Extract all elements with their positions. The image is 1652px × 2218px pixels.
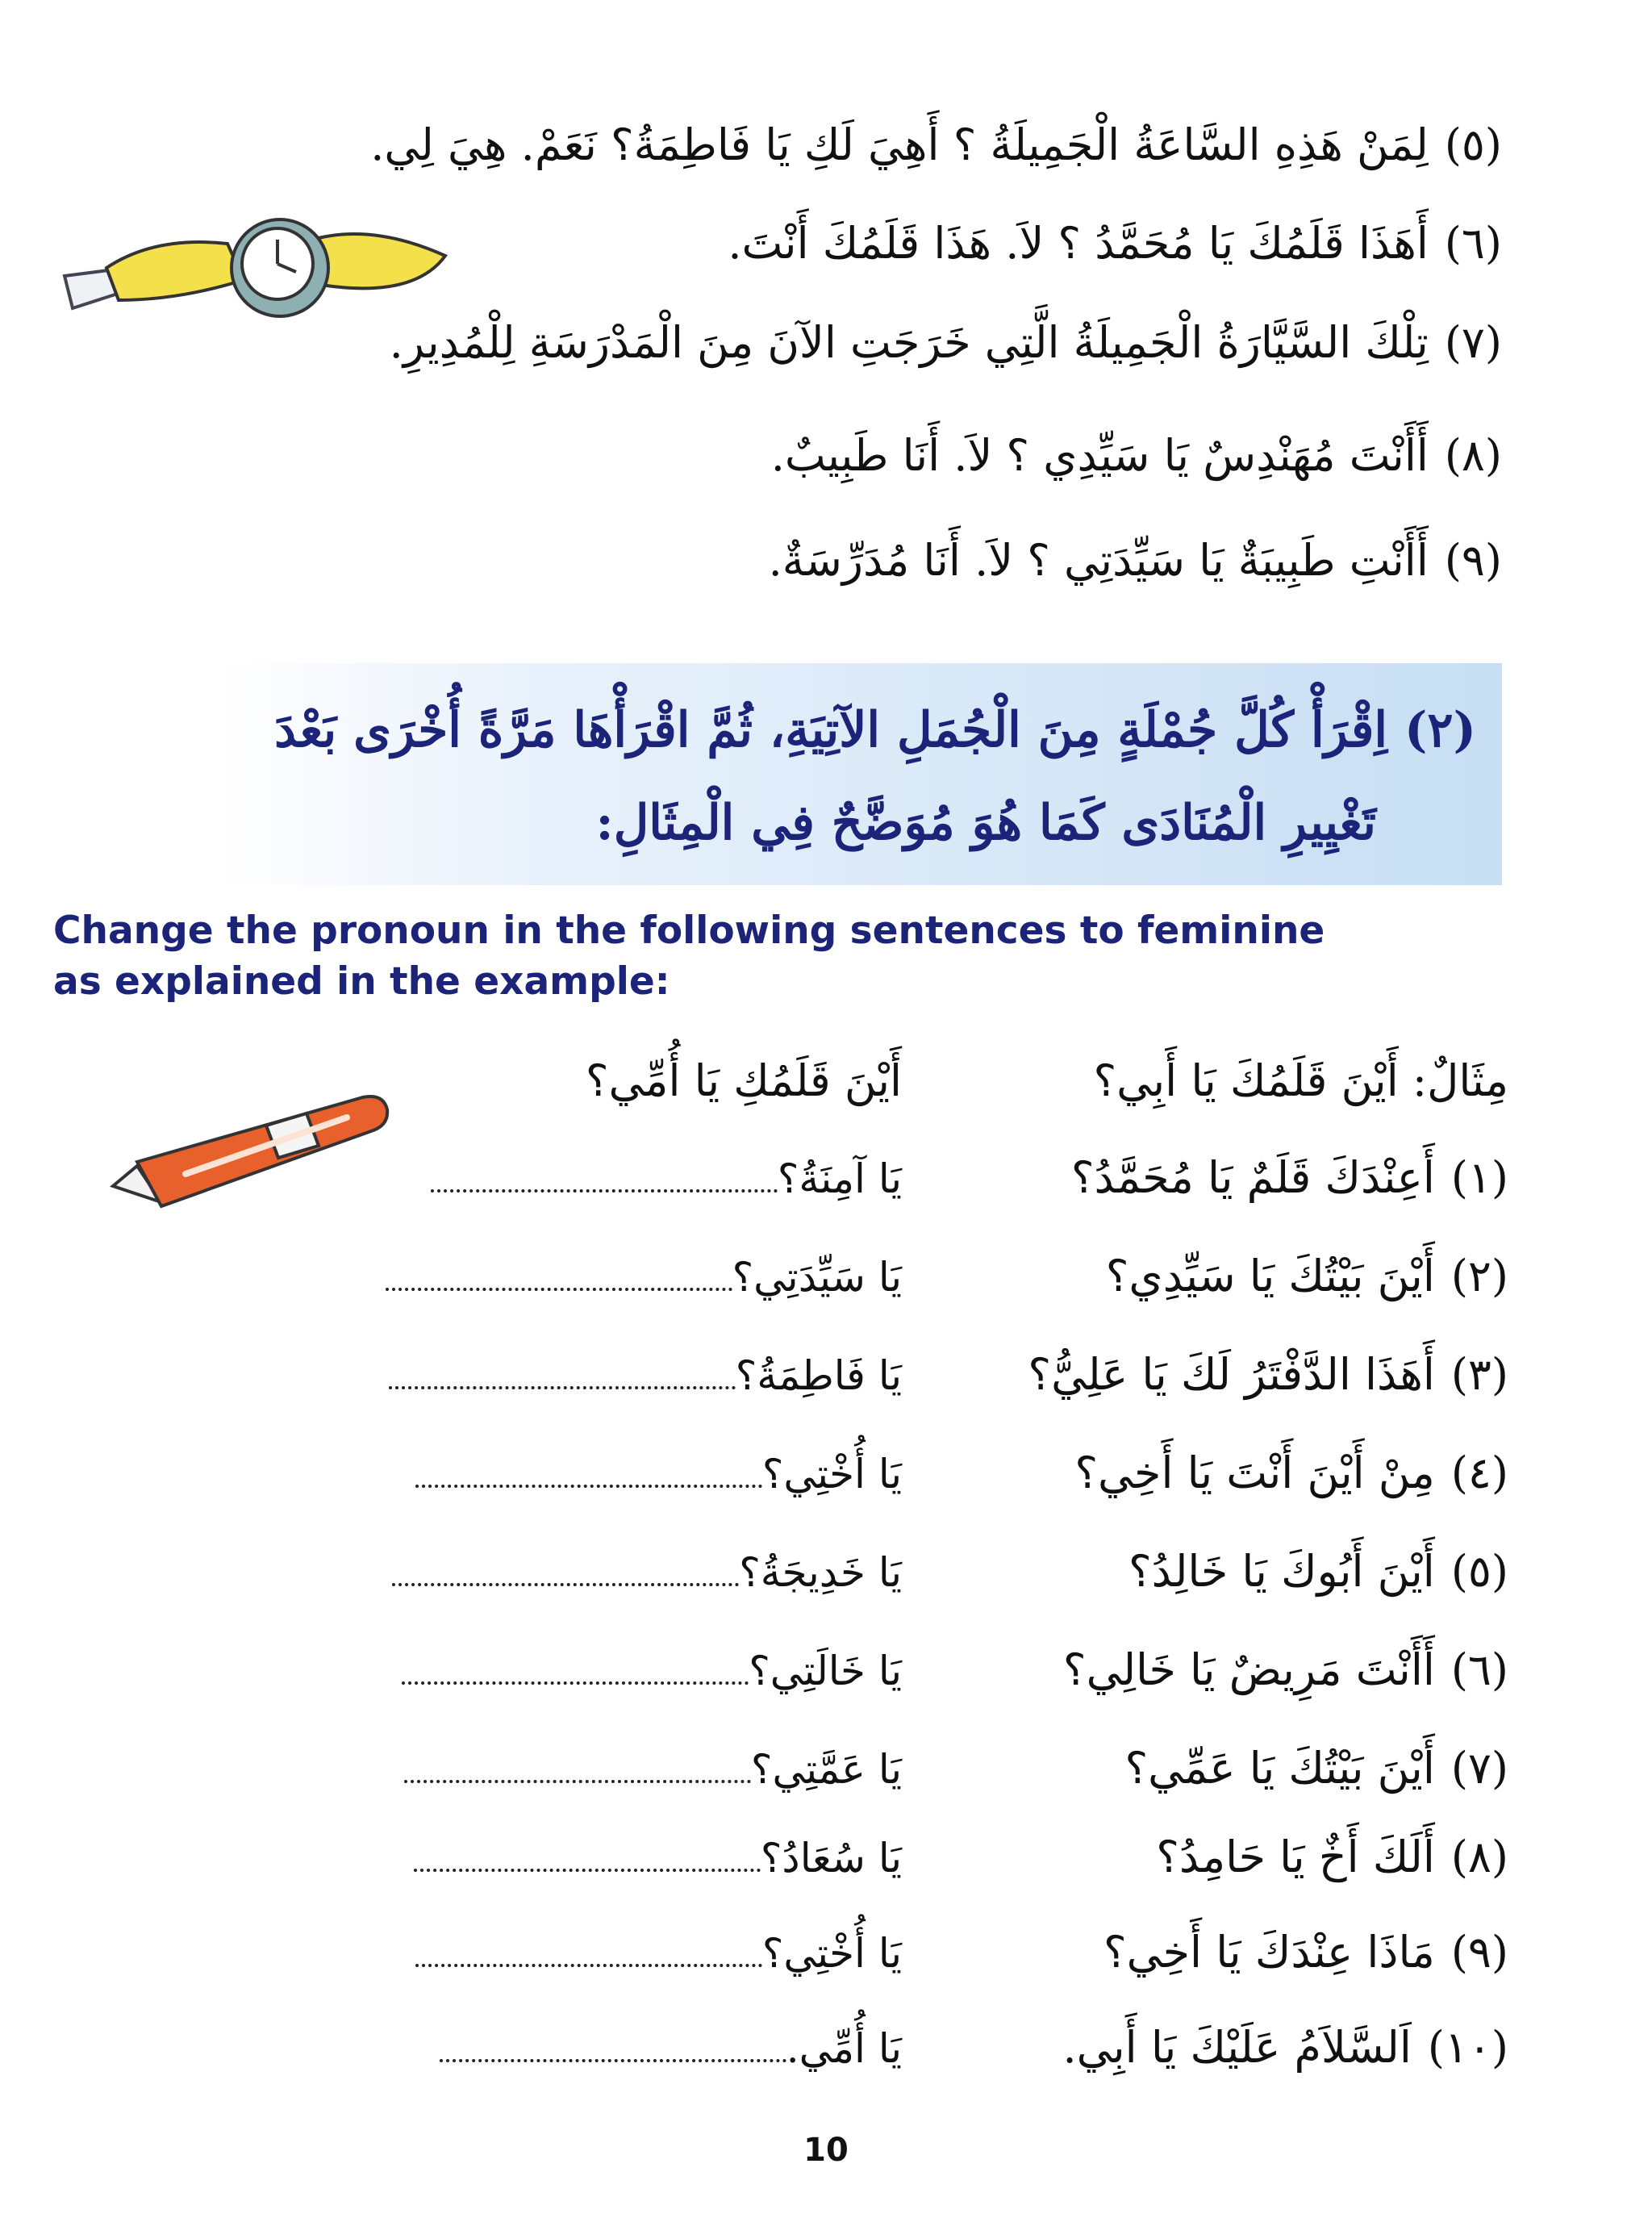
answer-4[interactable]: يَا أُخْتِي؟ (415, 1446, 902, 1502)
exercise-1: (١)أَعِنْدَكَ قَلَمٌ يَا مُحَمَّدُ؟ (1070, 1152, 1508, 1203)
answer-blank[interactable] (440, 2024, 786, 2062)
pen-illustration (105, 1081, 403, 1218)
answer-blank[interactable] (415, 1449, 762, 1488)
exercise-10: (١٠)اَلسَّلاَمُ عَلَيْكَ يَا أَبِي. (1062, 2022, 1508, 2073)
instruction-line-2: تَغْيِيرِ الْمُنَادَى كَمَا هُوَ مُوَضَّحٌ فِي الْمِثَالِ: (595, 795, 1376, 851)
answer-blank[interactable] (386, 1252, 732, 1291)
exercise-8: (٨)أَلَكَ أَخٌ يَا حَامِدُ؟ (1156, 1832, 1508, 1882)
english-instruction: Change the pronoun in the following sentences to feminine as explained in the example: (53, 909, 1325, 1004)
sentence-6: (٦)أَهَذَا قَلَمُكَ يَا مُحَمَّدُ ؟ لاَ. هَذَا قَلَمُكَ أَنْتَ. (728, 218, 1502, 269)
answer-blank[interactable] (404, 1744, 751, 1783)
answer-8[interactable]: يَا سُعَادُ؟ (414, 1830, 902, 1886)
answer-blank[interactable] (414, 1833, 761, 1872)
sentence-7: (٧)تِلْكَ السَّيَّارَةُ الْجَمِيلَةُ الَّتِي خَرَجَتِ الآنَ مِنَ الْمَدْرَسَةِ لِلْمُدِيرِ. (389, 317, 1502, 368)
answer-3[interactable]: يَا فَاطِمَةُ؟ (389, 1347, 902, 1404)
sentence-8: (٨)أَأَنْتَ مُهَنْدِسٌ يَا سَيِّدِي ؟ لاَ. أَنَا طَبِيبٌ. (770, 430, 1502, 481)
exercise-9: (٩)مَاذَا عِنْدَكَ يَا أَخِي؟ (1103, 1927, 1508, 1978)
exercise-5: (٥)أَيْنَ أَبُوكَ يَا خَالِدُ؟ (1128, 1546, 1508, 1597)
sentence-9: (٩)أَأَنْتِ طَبِيبَةٌ يَا سَيِّدَتِي ؟ لاَ. أَنَا مُدَرِّسَةٌ. (768, 535, 1502, 586)
answer-7[interactable]: يَا عَمَّتِي؟ (404, 1741, 902, 1798)
answer-2[interactable]: يَا سَيِّدَتِي؟ (386, 1249, 902, 1305)
answer-9[interactable]: يَا أُخْتِي؟ (415, 1925, 902, 1982)
page-number: 10 (803, 2132, 849, 2169)
answer-blank[interactable] (392, 1548, 739, 1586)
answer-10[interactable]: يَا أُمِّي. (440, 2020, 902, 2077)
exercise-6: (٦)أَأَنْتَ مَرِيضٌ يَا خَالِي؟ (1062, 1644, 1508, 1695)
answer-1[interactable]: يَا آمِنَةُ؟ (431, 1151, 902, 1207)
wristwatch-illustration (58, 211, 453, 340)
exercise-2: (٢)أَيْنَ بَيْتُكَ يَا سَيِّدِي؟ (1105, 1251, 1508, 1301)
example-answer: أَيْنَ قَلَمُكِ يَا أُمِّي؟ (585, 1055, 902, 1106)
answer-blank[interactable] (415, 1928, 762, 1967)
answer-6[interactable]: يَا خَالَتِي؟ (402, 1643, 902, 1699)
sentence-5: (٥)لِمَنْ هَذِهِ السَّاعَةُ الْجَمِيلَةُ ؟ أَهِيَ لَكِ يَا فَاطِمَةُ؟ نَعَمْ. هِيَ لِي. (370, 119, 1502, 170)
example-question: مِثَالٌ: أَيْنَ قَلَمُكَ يَا أَبِي؟ (1093, 1055, 1508, 1106)
instruction-line-1: (٢) اِقْرَأْ كُلَّ جُمْلَةٍ مِنَ الْجُمَلِ الآتِيَةِ، ثُمَّ اقْرَأْهَا مَرَّةً أُخْرَى بَعْدَ (274, 702, 1476, 758)
exercise-4: (٤)مِنْ أَيْنَ أَنْتَ يَا أَخِي؟ (1074, 1447, 1508, 1498)
answer-blank[interactable] (389, 1351, 736, 1389)
answer-blank[interactable] (402, 1646, 749, 1685)
answer-5[interactable]: يَا خَدِيجَةُ؟ (392, 1544, 902, 1601)
exercise-7: (٧)أَيْنَ بَيْتُكَ يَا عَمِّي؟ (1124, 1743, 1508, 1794)
answer-blank[interactable] (431, 1154, 778, 1193)
exercise-3: (٣)أَهَذَا الدَّفْتَرُ لَكَ يَا عَلِيُّ؟ (1028, 1349, 1508, 1400)
